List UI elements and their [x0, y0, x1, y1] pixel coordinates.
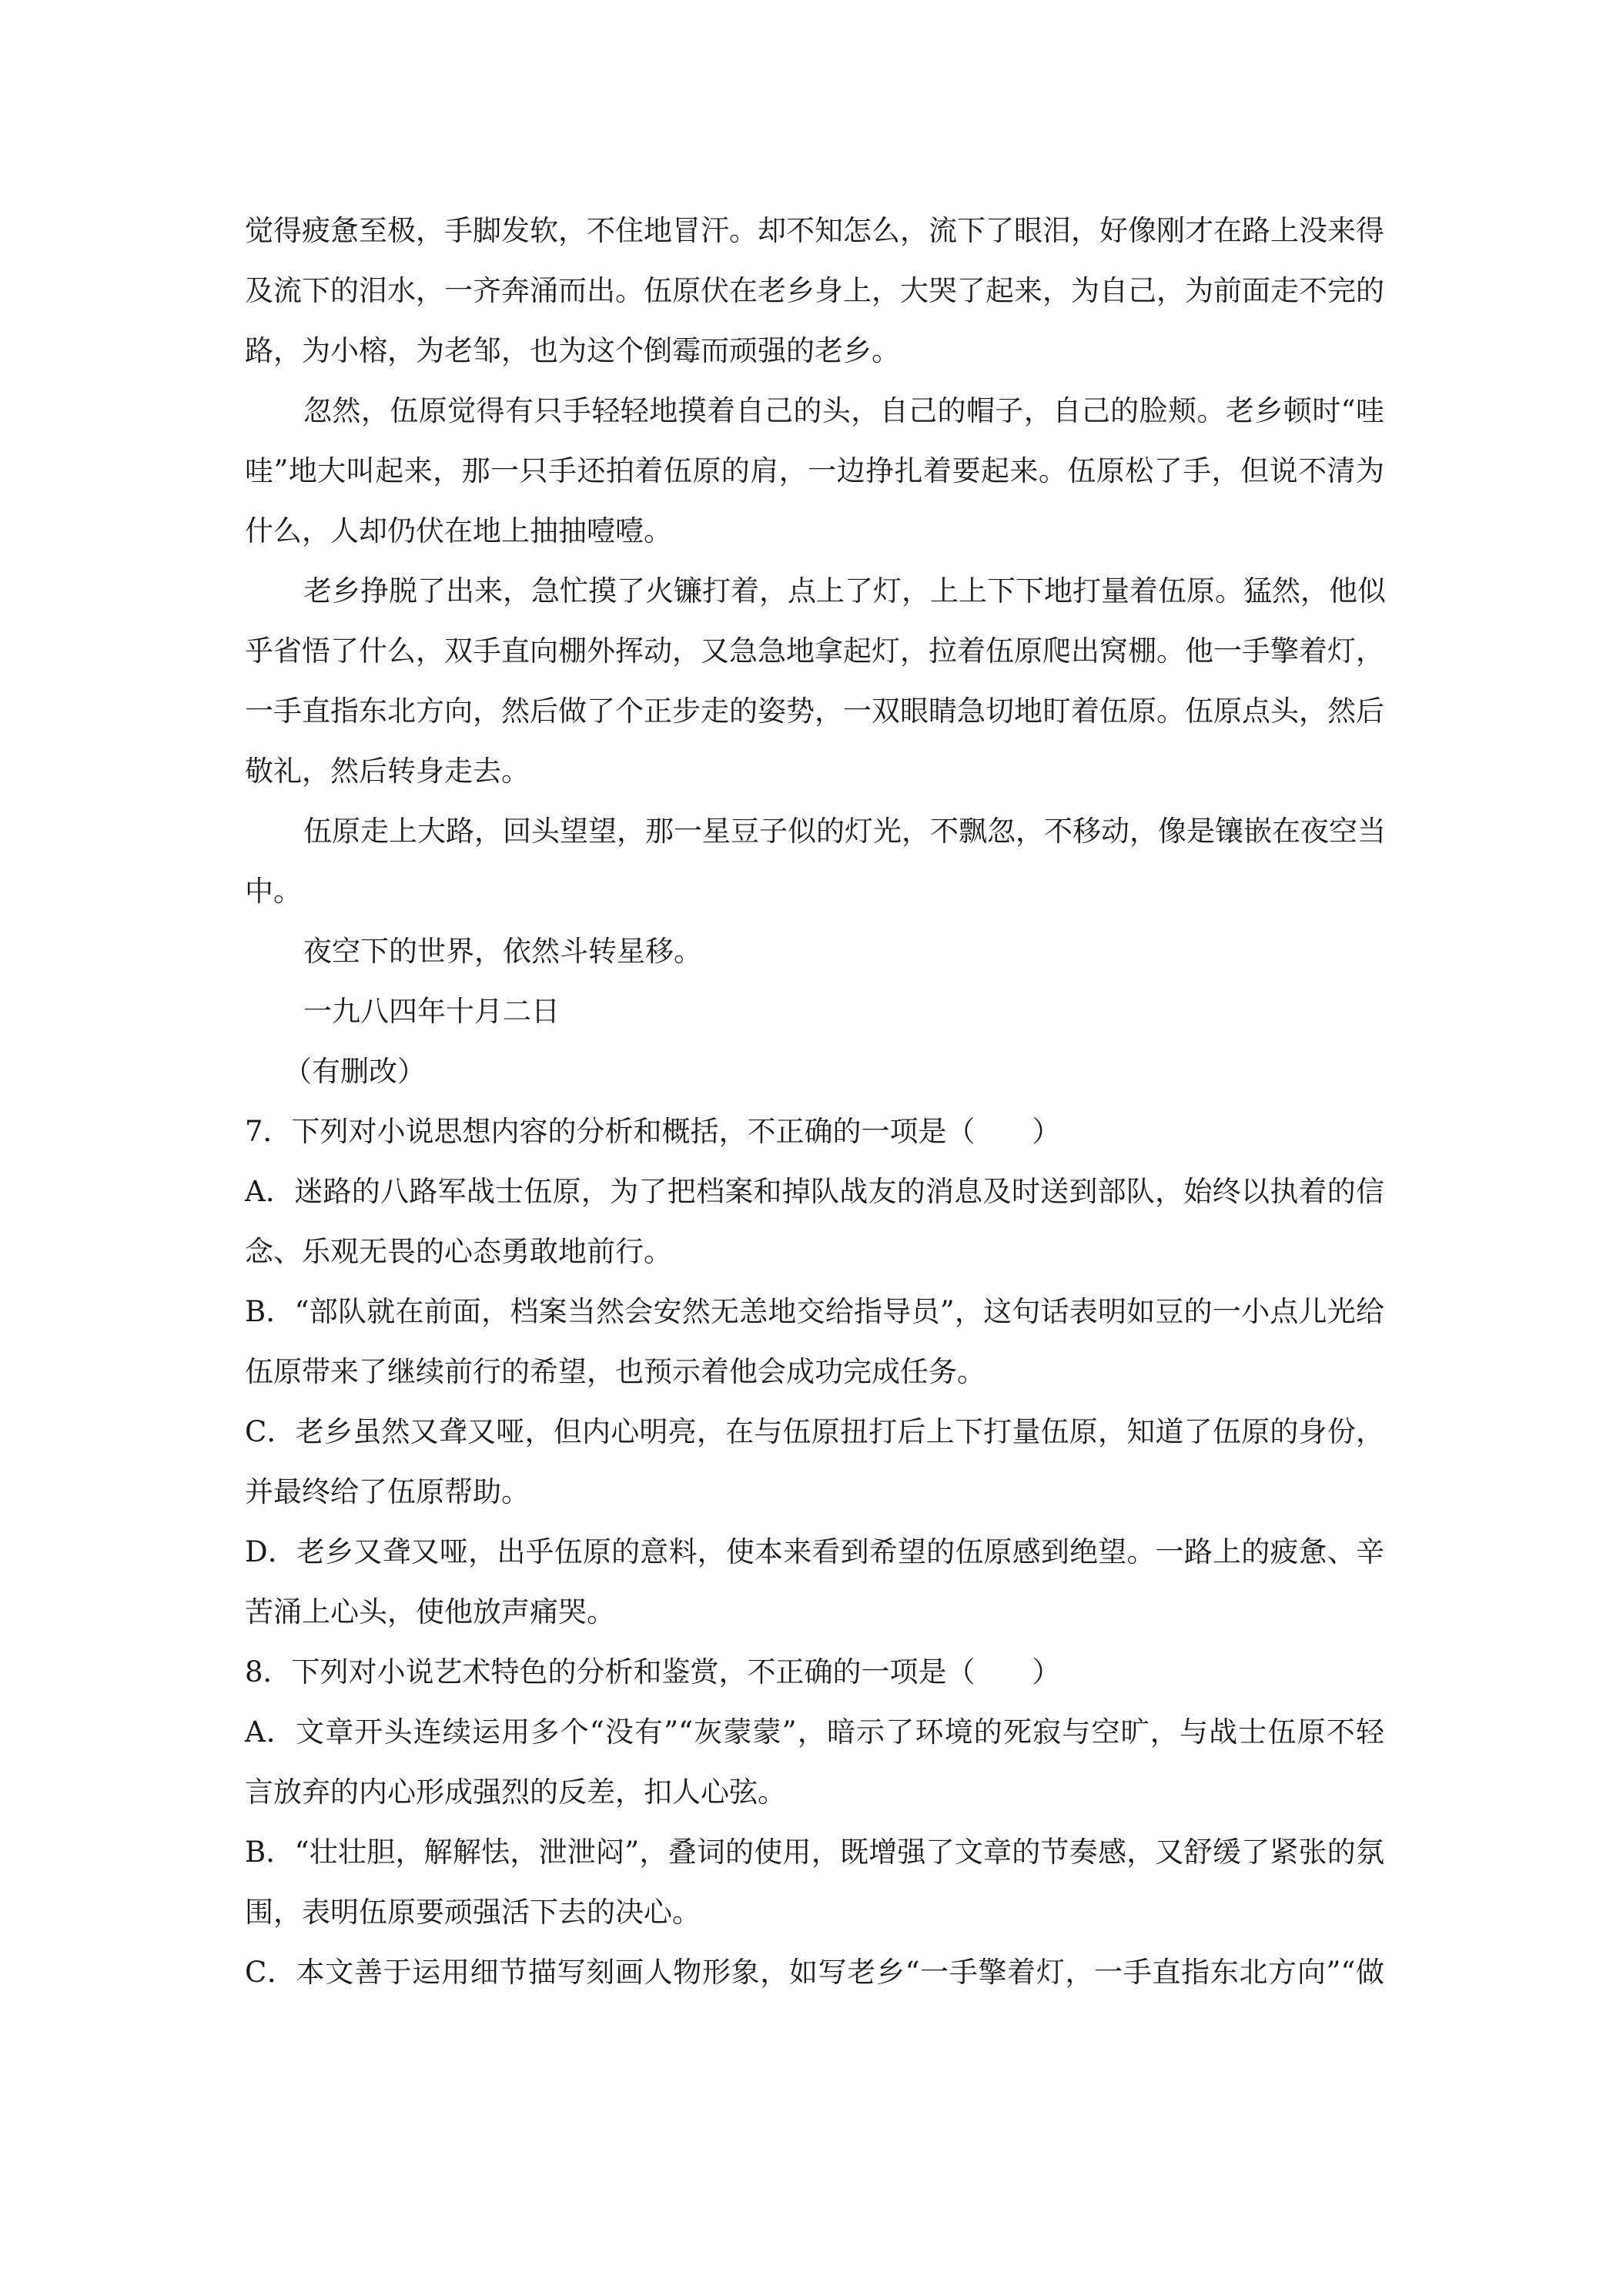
passage-line: 什么，人却仍伏在地上抽抽噎噎。 [245, 514, 672, 547]
question-8-option-b: B．“壮壮胆，解解怯，泄泄闷”，叠词的使用，既增强了文章的节奏感，又舒缓了紧张的氛 [245, 1836, 1384, 1869]
question-7-option-d: D．老乡又聋又哑，出乎伍原的意料，使本来看到希望的伍原感到绝望。一路上的疲惫、辛 [245, 1535, 1384, 1568]
question-8-option-c: C．本文善于运用细节描写刻画人物形象，如写老乡“一手擎着灯，一手直指东北方向”“做 [245, 1956, 1384, 1989]
passage-line: 一手直指东北方向，然后做了个正步走的姿势，一双眼睛急切地盯着伍原。伍原点头，然后 [245, 694, 1384, 728]
passage-line: 老乡挣脱了出来，急忙摸了火镰打着，点上了灯，上上下下地打量着伍原。猛然，他似 [303, 574, 1386, 607]
question-7-option-c-cont: 并最终给了伍原帮助。 [245, 1475, 530, 1508]
passage-line: 夜空下的世界，依然斗转星移。 [303, 935, 702, 968]
question-8-option-a: A．文章开头连续运用多个“没有”“灰蒙蒙”，暗示了环境的死寂与空旷，与战士伍原不轻 [245, 1715, 1384, 1749]
passage-note: （有删改） [283, 1055, 426, 1088]
question-7-option-c: C．老乡虽然又聋又哑，但内心明亮，在与伍原扭打后上下打量伍原，知道了伍原的身份， [245, 1415, 1384, 1448]
question-7-stem: 7．下列对小说思想内容的分析和概括，不正确的一项是（ ） [245, 1115, 1061, 1148]
passage-line: 觉得疲惫至极，手脚发软，不住地冒汗。却不知怎么，流下了眼泪，好像刚才在路上没来得 [245, 214, 1384, 247]
passage-line: 哇”地大叫起来，那一只手还拍着伍原的肩，一边挣扎着要起来。伍原松了手，但说不清为 [245, 454, 1384, 487]
question-8-option-b-cont: 围，表明伍原要顽强活下去的决心。 [245, 1896, 701, 1929]
question-7-option-b-cont: 伍原带来了继续前行的希望，也预示着他会成功完成任务。 [245, 1355, 986, 1388]
passage-date: 一九八四年十月二日 [303, 995, 560, 1028]
question-7-option-a: A．迷路的八路军战士伍原，为了把档案和掉队战友的消息及时送到部队，始终以执着的信 [245, 1175, 1384, 1208]
passage-line: 路，为小榕，为老邹，也为这个倒霉而顽强的老乡。 [245, 334, 900, 367]
question-8-stem: 8．下列对小说艺术特色的分析和鉴赏，不正确的一项是（ ） [245, 1655, 1061, 1689]
question-8-option-a-cont: 言放弃的内心形成强烈的反差，扣人心弦。 [245, 1776, 786, 1809]
passage-line: 乎省悟了什么，双手直向棚外挥动，又急急地拿起灯，拉着伍原爬出窝棚。他一手擎着灯， [245, 634, 1384, 668]
question-7-option-a-cont: 念、乐观无畏的心态勇敢地前行。 [245, 1235, 672, 1268]
question-7-option-d-cont: 苦涌上心头，使他放声痛哭。 [245, 1595, 615, 1628]
passage-line: 中。 [245, 875, 302, 908]
passage-line: 忽然，伍原觉得有只手轻轻地摸着自己的头，自己的帽子，自己的脸颊。老乡顿时“哇 [303, 394, 1384, 427]
question-7-option-b: B．“部队就在前面，档案当然会安然无恙地交给指导员”，这句话表明如豆的一小点儿光给 [245, 1295, 1384, 1328]
passage-line: 伍原走上大路，回头望望，那一星豆子似的灯光，不飘忽，不移动，像是镶嵌在夜空当 [303, 815, 1386, 848]
passage-line: 敬礼，然后转身走去。 [245, 755, 530, 788]
passage-line: 及流下的泪水，一齐奔涌而出。伍原伏在老乡身上，大哭了起来，为自己，为前面走不完的 [245, 274, 1384, 307]
